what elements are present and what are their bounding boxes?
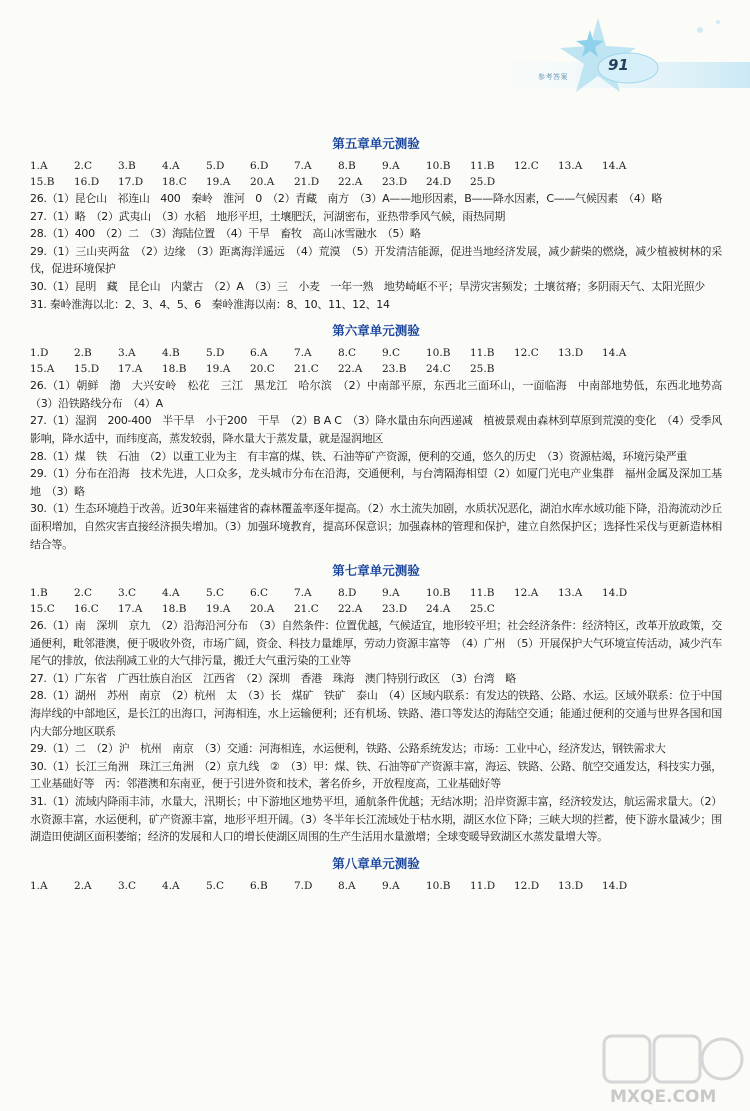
choice-answer: 21.D (294, 176, 320, 188)
choice-answer: 19.A (206, 176, 231, 188)
answer-paragraph: 28.（1）煤 铁 石油 （2）以重工业为主 有丰富的煤、铁、石油等矿产资源，便利的交通，悠久的历史 （3）资源枯竭，环境污染严重 (30, 449, 687, 463)
chapter-section (30, 854, 722, 894)
choice-answer: 14.A (602, 347, 627, 360)
choice-answer: 4.B (162, 347, 180, 360)
choice-answer: 2.B (74, 347, 92, 360)
choice-answer: 22.A (338, 176, 363, 188)
choice-answer: 18.B (162, 363, 187, 376)
answer-paragraph: 30.（1）昆明 藏 昆仑山 内蒙古 （2）A （3）三 小麦 一年一熟 地势崎岖不平；旱涝灾害频发；土壤贫瘠；多阴雨天气、太阳光照少 (30, 279, 705, 293)
choice-answer: 23.D (382, 176, 408, 188)
choice-answer: 19.A (206, 603, 231, 616)
answer-paragraph: 26.（1）昆仑山 祁连山 400 秦岭 淮河 0 （2）青藏 南方 （3）A——地形因素，B——降水因素，C——气候因素 （4）略 (30, 192, 662, 205)
choice-answer: 5.D (206, 347, 225, 360)
choice-answer: 3.C (118, 879, 137, 892)
choice-answer: 11.B (470, 587, 495, 600)
choice-answer: 1.A (30, 879, 48, 892)
choice-answer: 14.D (602, 587, 628, 600)
choice-answer: 17.D (118, 176, 144, 188)
choice-answer: 10.B (426, 347, 451, 360)
choice-answer: 21.C (294, 363, 319, 376)
choice-answer: 12.C (514, 347, 539, 360)
chapter-section (30, 561, 722, 846)
choice-answer: 22.A (338, 363, 363, 376)
choice-answer: 13.D (558, 879, 584, 892)
choice-answer: 20.A (250, 176, 275, 188)
choice-answer: 12.C (514, 160, 539, 172)
choice-answer: 3.B (118, 160, 136, 172)
choice-answer: 6.D (250, 160, 269, 172)
chapter-title: 第五章单元测验 (332, 136, 420, 151)
choice-answer: 1.B (30, 587, 48, 600)
choice-answer: 4.A (162, 587, 180, 600)
choice-answer: 8.C (338, 347, 357, 360)
choice-answer: 25.B (470, 363, 495, 376)
choice-answer: 6.A (250, 347, 268, 360)
choice-answer: 16.C (74, 603, 99, 616)
answer-paragraph: 27.（1）湿润 200-400 半干旱 小于200 干旱 （2）B A C （3）降水量由东向西递减 植被景观由森林到草原到荒漠的变化 （4）受季风影响，降水适中，而纬度高，蒸发较弱，降水量大于蒸发量，就是湿润地区 (30, 414, 722, 445)
choice-answer: 9.A (382, 587, 400, 600)
chapter-title: 第六章单元测验 (332, 323, 420, 339)
choice-answer: 3.C (118, 587, 137, 600)
answer-paragraph: 27.（1）广东省 广西壮族自治区 江西省 （2）深圳 香港 珠海 澳门特别行政区 （3）台湾 略 (30, 671, 516, 685)
choice-answer: 15.D (74, 363, 100, 376)
choice-answer: 24.A (426, 603, 451, 616)
choice-answer: 6.B (250, 879, 268, 892)
choice-answer: 10.B (426, 879, 451, 892)
answer-paragraph: 26.（1）南 深圳 京九 （2）沿海沿河分布 （3）自然条件：位置优越，气候适宜，地形较平坦；社会经济条件：经济特区，改革开放政策，交通便利，毗邻港澳，便于吸收外资，市场广阔，资金、科技力量雄厚，劳动力资源丰富等 （4）广州 （5）开展保护大气环境宣传活动，减少汽车尾气的排放，依法削减工业的大气排污量，搬迁大气重污染的工业等 (30, 619, 722, 668)
choice-answer: 20.A (250, 603, 275, 616)
choice-answer: 2.C (74, 160, 93, 172)
choice-answer: 24.D (426, 176, 452, 188)
choice-answer: 13.D (558, 347, 584, 360)
answer-paragraph: 31.（1）流域内降雨丰沛，水量大，汛期长；中下游地区地势平坦，通航条件优越；无结冰期；沿岸资源丰富，经济较发达，航运需求量大。（2）水资源丰富，水运便利，矿产资源丰富，地形平坦开阔。（3）冬半年长江流域处于枯水期，湖区水位下降；三峡大坝的拦蓄，使下游水量减少；围湖造田使湖区面积萎缩；经济的发展和人口的增长使湖区周围的生产生活用水量激增；全球变暖导致湖区水蒸发量增大等。 (30, 795, 722, 844)
choice-answer: 7.A (294, 347, 312, 360)
choice-answer: 7.D (294, 879, 313, 892)
choice-answer: 14.A (602, 160, 627, 172)
choice-answer: 11.B (470, 347, 495, 360)
choice-answer: 2.A (74, 879, 92, 892)
choice-answer: 17.A (118, 603, 143, 616)
choice-answer: 9.A (382, 160, 400, 172)
choice-answer: 11.B (470, 160, 495, 172)
answer-paragraph: 27.（1）略 （2）武夷山 （3）水稻 地形平坦，土壤肥沃，河湖密布，亚热带季风气候，雨热同期 (30, 209, 506, 223)
choice-answer: 11.D (470, 879, 496, 892)
choice-answer: 12.A (514, 587, 539, 600)
choice-answer: 5.C (206, 879, 225, 892)
choice-answer: 21.C (294, 603, 319, 616)
answer-paragraph: 29.（1）二 （2）沪 杭州 南京 （3）交通：河海相连，水运便利，铁路、公路系统发达；市场：工业中心，经济发达，钢铁需求大 (30, 742, 666, 756)
choice-row (30, 601, 722, 617)
chapter-section (30, 321, 733, 553)
choice-answer: 23.D (382, 603, 408, 616)
choice-answer: 17.A (118, 363, 143, 376)
choice-answer: 15.B (30, 176, 55, 188)
choice-answer: 8.A (338, 879, 356, 892)
choice-answer: 19.A (206, 363, 231, 376)
choice-row (30, 878, 722, 894)
choice-answer: 5.D (206, 160, 225, 172)
choice-answer: 8.B (338, 160, 356, 172)
choice-row (30, 158, 722, 174)
answer-paragraph: 28.（1）湖州 苏州 南京 （2）杭州 太 （3）长 煤矿 铁矿 泰山 （4）区域内联系：有发达的铁路、公路、水运。区域外联系：位于中国海岸线的中部地区，是长江的出海口，河海相连，水上运输便利；还有机场、铁路、港口等发达的海陆空交通；能通过便利的交通与世界各国和国内大部分地区联系 (30, 689, 722, 738)
choice-answer: 1.D (30, 347, 49, 360)
choice-row (30, 174, 722, 190)
choice-answer: 12.D (514, 879, 540, 892)
chapter-section (30, 134, 722, 313)
choice-answer: 16.D (74, 176, 100, 188)
answer-paragraph: 29.（1）三山夹两盆 （2）边缘 （3）距离海洋遥远 （4）荒漠 （5）开发清洁能源，促进当地经济发展，减少薪柴的燃烧，减少植被树林的采伐，促进环境保护 (30, 244, 722, 276)
choice-answer: 10.B (426, 587, 451, 600)
choice-answer: 1.A (30, 160, 48, 172)
choice-answer: 22.A (338, 603, 363, 616)
choice-row (30, 585, 722, 601)
header-decoration (0, 0, 750, 110)
choice-answer: 23.B (382, 363, 407, 376)
choice-answer: 20.C (250, 363, 275, 376)
choice-answer: 8.D (338, 587, 357, 600)
answer-paragraph: 28.（1）400 （2）二 （3）海陆位置 （4）干旱 畜牧 高山冰雪融水 （5）略 (30, 227, 421, 241)
choice-answer: 13.A (558, 160, 583, 172)
choice-answer: 25.C (470, 603, 495, 616)
choice-answer: 6.C (250, 587, 269, 600)
choice-answer: 9.A (382, 879, 400, 892)
choice-answer: 10.B (426, 160, 451, 172)
choice-answer: 7.A (294, 160, 312, 172)
chapter-title: 第八章单元测验 (332, 855, 420, 871)
choice-answer: 24.C (426, 363, 451, 376)
answer-paragraph: 31. 秦岭淮海以北：2、3、4、5、6 秦岭淮海以南：8、10、11、12、14 (30, 297, 390, 311)
choice-answer: 4.A (162, 160, 180, 172)
choice-row (30, 345, 722, 361)
choice-answer: 3.A (118, 347, 136, 360)
page-number: 91 (608, 56, 629, 74)
answer-paragraph: 30.（1）生态环境趋于改善。近30年来福建省的森林覆盖率逐年提高。（2）水土流失加剧，水质状况恶化，湖泊水库水域功能下降，沿海流动沙丘面积增加，自然灾害直接经济损失增加。（3）加强环境教育，提高环保意识；加强森林的管理和保护，建立自然保护区；选择性采伐与更新造林相结合等。 (30, 502, 722, 551)
choice-answer: 7.A (294, 587, 312, 600)
choice-answer: 9.C (382, 347, 401, 360)
answer-paragraph: 29.（1）分布在沿海 技术先进，人口众多，龙头城市分布在沿海，交通便利，与台湾隔海相望（2）如厦门光电产业集群 福州金属及深加工基地 （3）略 (30, 467, 722, 498)
answer-paragraph: 26.（1）朝鲜 渤 大兴安岭 松花 三江 黑龙江 哈尔滨 （2）中南部平原，东西北三面环山，一面临海 中南部地势低，东西北地势高 （3）沿铁路线分布 （4）A (30, 379, 733, 410)
choice-answer: 14.D (602, 879, 628, 892)
choice-answer: 13.A (558, 587, 583, 600)
answer-content (30, 126, 733, 894)
choice-answer: 15.C (30, 603, 55, 616)
choice-answer: 15.A (30, 363, 55, 376)
choice-answer: 18.C (162, 176, 187, 188)
svg-text:MXQE.COM: MXQE.COM (610, 1087, 717, 1107)
watermark-logo (600, 1030, 745, 1108)
choice-answer: 4.A (162, 879, 180, 892)
choice-answer: 18.B (162, 603, 187, 616)
choice-answer: 5.C (206, 587, 225, 600)
chapter-title: 第七章单元测验 (332, 563, 420, 579)
answer-key-label: 参考答案 (538, 73, 568, 81)
choice-answer: 2.C (74, 587, 93, 600)
choice-row (30, 361, 722, 377)
choice-answer: 25.D (470, 176, 496, 188)
answer-paragraph: 30.（1）长江三角洲 珠江三角洲 （2）京九线 ② （3）甲：煤、铁、石油等矿产资源丰富，海运、铁路、公路、航空交通发达，科技实力强，工业基础好等 丙：邻港澳和东南亚，便于引进外资和技术，著名侨乡，开放程度高，工业基础好等 (30, 759, 722, 791)
